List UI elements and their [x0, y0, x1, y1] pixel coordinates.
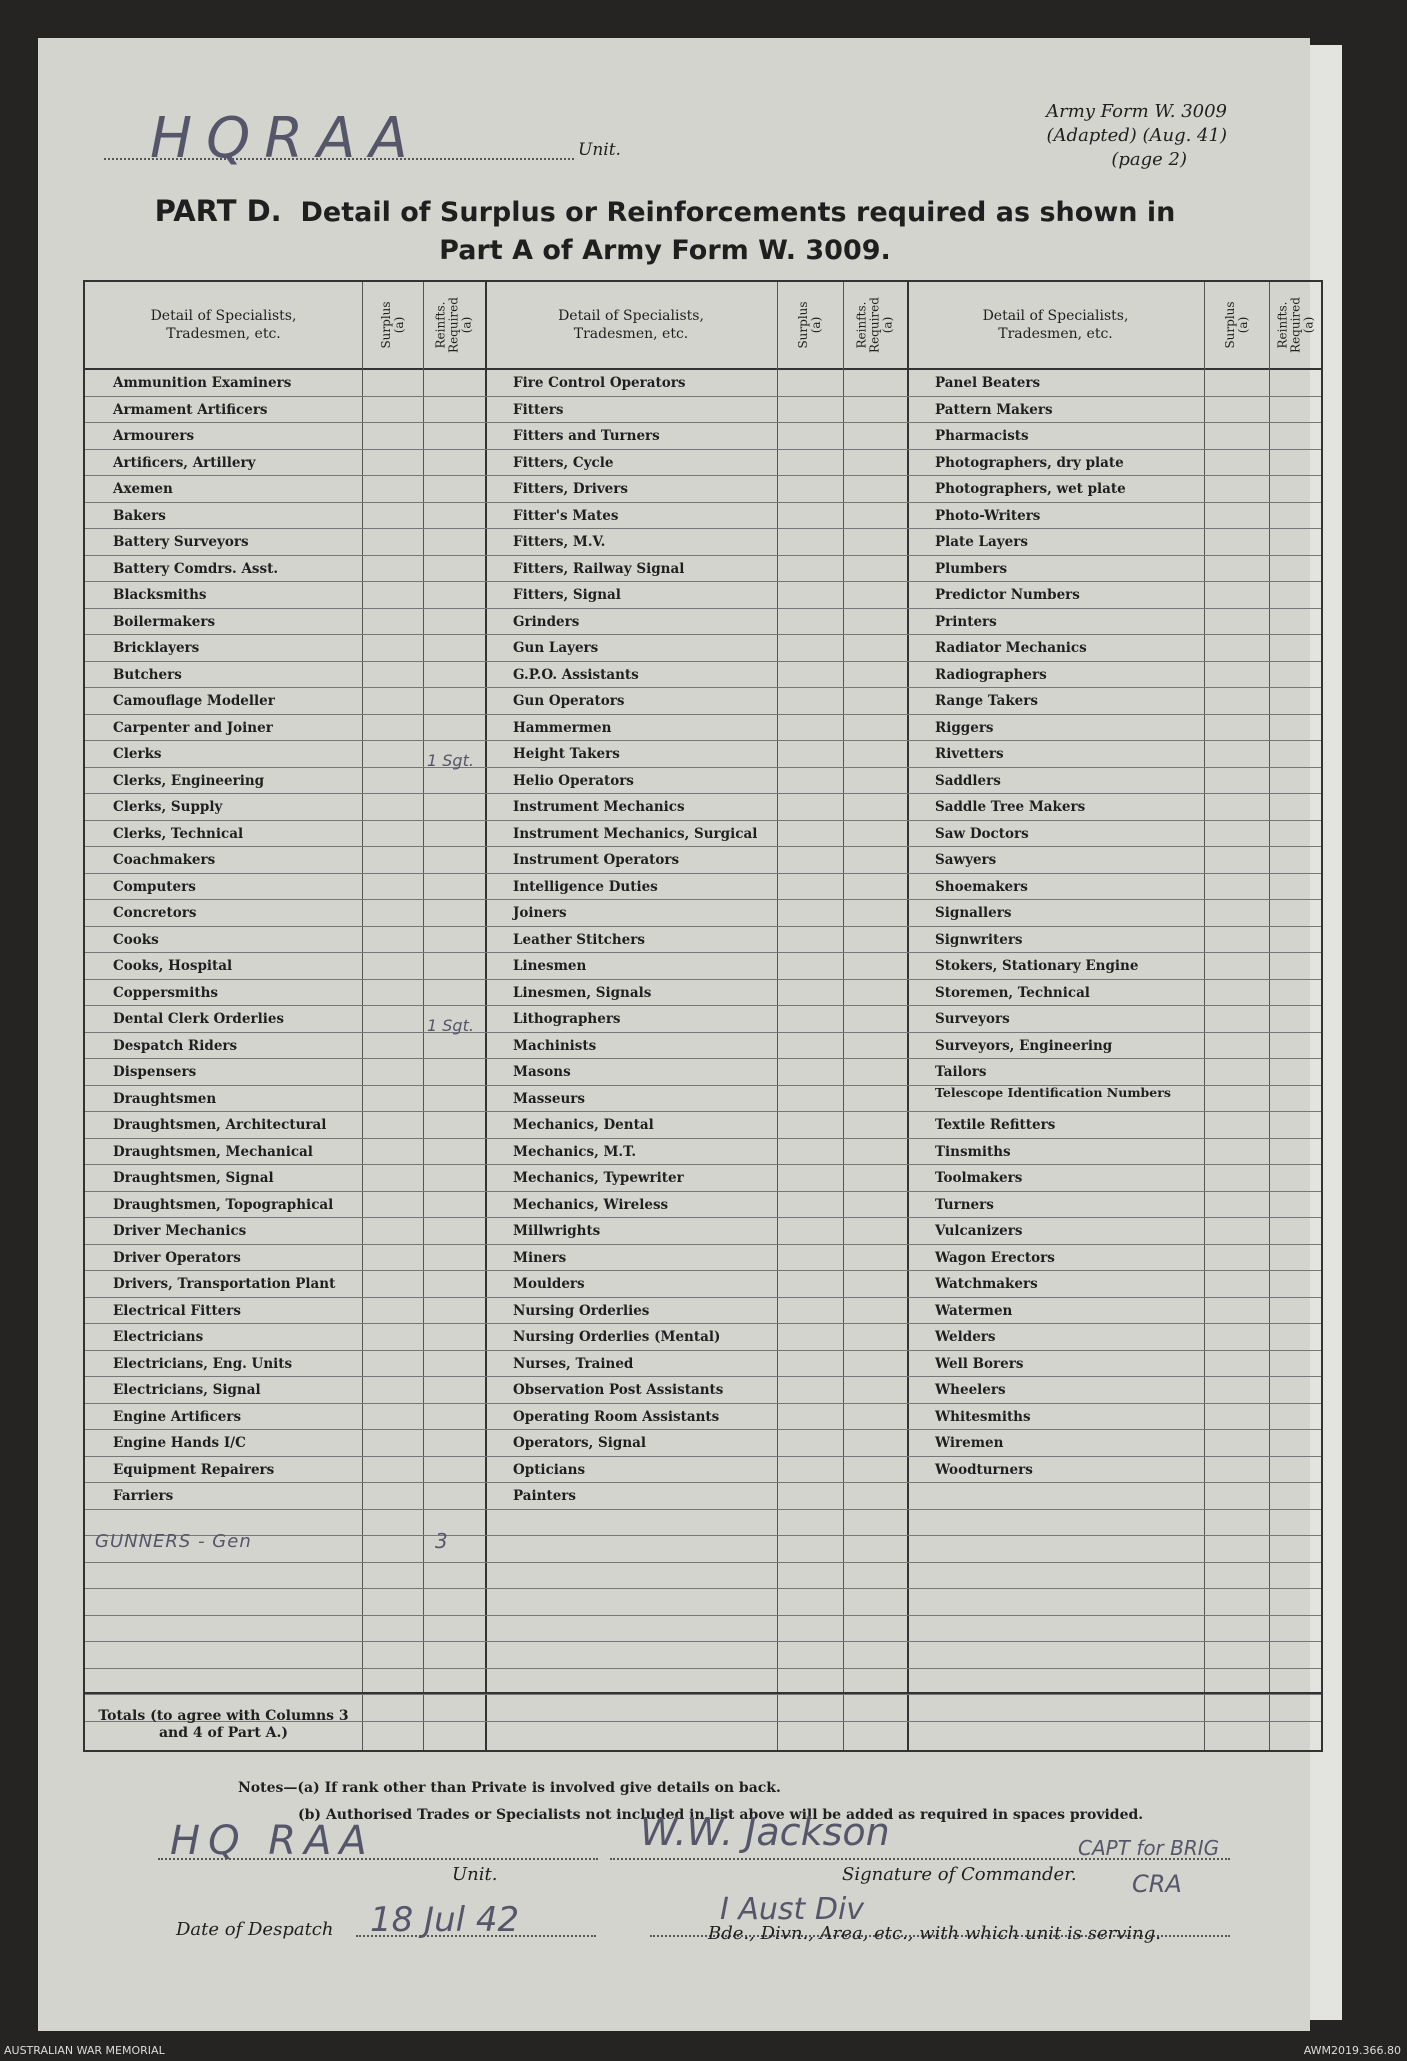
- specialist-label: Fitters, Drivers: [513, 481, 628, 497]
- specialist-label: Vulcanizers: [935, 1223, 1023, 1239]
- col2-reinfts-header: Reinfts. Required (a): [843, 282, 907, 370]
- specialist-label: Radiographers: [935, 666, 1047, 683]
- specialist-label: Driver Mechanics: [113, 1223, 247, 1239]
- specialist-label: Watermen: [935, 1302, 1013, 1319]
- col2-header: Detail of Specialists, Tradesmen, etc.: [485, 282, 777, 370]
- specialist-label: Axemen: [113, 481, 173, 497]
- signature-title-handwritten-2: CRA: [1132, 1870, 1182, 1898]
- specialist-label: Farriers: [113, 1488, 174, 1504]
- specialist-label: Fitter's Mates: [513, 507, 619, 524]
- title-line1: Detail of Surplus or Reinforcements required as shown in: [300, 197, 1176, 228]
- signature-label: Signature of Commander.: [842, 1864, 1077, 1885]
- specialist-label: Turners: [935, 1196, 994, 1213]
- formation-handwritten: I Aust Div: [720, 1892, 865, 1927]
- note-a: Notes—(a) If rank other than Private is involved give details on back.: [238, 1780, 781, 1796]
- specialist-label: Watchmakers: [935, 1276, 1038, 1292]
- specialist-label: Operating Room Assistants: [513, 1408, 720, 1425]
- specialist-label: Linesmen, Signals: [513, 984, 652, 1001]
- col1-surplus-header: Surplus (a): [362, 282, 423, 370]
- specialist-label: Drivers, Transportation Plant: [113, 1276, 336, 1292]
- specialist-label: Coppersmiths: [113, 984, 218, 1001]
- specialist-label: Wheelers: [935, 1382, 1006, 1398]
- specialist-label: Electrical Fitters: [113, 1302, 241, 1319]
- specialists-table: [83, 280, 1323, 1752]
- specialist-label: Photo-Writers: [935, 507, 1041, 524]
- table-row: [85, 1642, 1321, 1669]
- date-label: Date of Despatch: [176, 1919, 334, 1940]
- specialist-label: Boilermakers: [113, 613, 216, 630]
- col1-header: Detail of Specialists, Tradesmen, etc.: [85, 282, 362, 370]
- specialist-label: Masons: [513, 1064, 571, 1080]
- specialist-label: Nursing Orderlies (Mental): [513, 1329, 721, 1345]
- specialist-label: Wagon Erectors: [935, 1249, 1055, 1266]
- specialist-label: Fitters, M.V.: [513, 534, 606, 550]
- specialist-label: Instrument Mechanics: [513, 799, 685, 815]
- credit-left: AUSTRALIAN WAR MEMORIAL: [4, 2044, 165, 2057]
- specialist-label: Fire Control Operators: [513, 375, 686, 391]
- form-ref-line1: Army Form W. 3009: [1046, 101, 1227, 122]
- specialist-label: Nursing Orderlies: [513, 1302, 650, 1319]
- specialist-label: Telescope Identification Numbers: [935, 1085, 1171, 1100]
- specialist-label: Dispensers: [113, 1064, 197, 1080]
- specialist-label: Joiners: [513, 905, 567, 921]
- specialist-label: Wiremen: [935, 1435, 1004, 1451]
- specialist-label: Mechanics, Typewriter: [513, 1170, 684, 1186]
- col1-reinfts-header: Reinfts. Required (a): [423, 282, 485, 370]
- footer-unit-label: Unit.: [452, 1864, 498, 1885]
- specialist-label: Observation Post Assistants: [513, 1382, 724, 1398]
- date-line: [356, 1935, 596, 1937]
- specialist-label: Photographers, dry plate: [935, 454, 1124, 471]
- specialist-label: Bricklayers: [113, 640, 200, 656]
- formation-label: Bde., Divn., Area, etc., with which unit is serving.: [708, 1923, 1161, 1944]
- specialist-label: Mechanics, Wireless: [513, 1196, 669, 1213]
- specialist-label: Riggers: [935, 719, 994, 736]
- specialist-label: Driver Operators: [113, 1249, 241, 1266]
- specialist-label: Surveyors: [935, 1011, 1010, 1027]
- specialist-label: Despatch Riders: [113, 1037, 238, 1054]
- specialist-label: Woodturners: [935, 1461, 1033, 1478]
- specialist-label: Clerks, Supply: [113, 799, 223, 815]
- specialist-label: Electricians, Signal: [113, 1382, 261, 1398]
- specialist-label: Tinsmiths: [935, 1143, 1011, 1160]
- specialist-label: Camouflage Modeller: [113, 693, 275, 709]
- specialist-label: Plumbers: [935, 560, 1008, 577]
- specialist-label: Leather Stitchers: [513, 931, 645, 948]
- specialist-label: Battery Comdrs. Asst.: [113, 560, 279, 577]
- specialist-label: Moulders: [513, 1276, 585, 1292]
- specialist-label: Draughtsmen, Topographical: [113, 1196, 334, 1213]
- specialist-label: Draughtsmen, Architectural: [113, 1117, 327, 1133]
- specialist-label: Battery Surveyors: [113, 534, 249, 550]
- title-line2: Part A of Army Form W. 3009.: [439, 235, 891, 266]
- specialist-label: Shoemakers: [935, 878, 1028, 895]
- col3-header: Detail of Specialists, Tradesmen, etc.: [907, 282, 1204, 370]
- specialist-label: Signallers: [935, 905, 1012, 921]
- specialist-label: Instrument Operators: [513, 852, 680, 868]
- signature-handwritten: W.W. Jackson: [640, 1810, 890, 1854]
- specialist-label: Grinders: [513, 613, 580, 630]
- specialist-label: Clerks, Engineering: [113, 772, 265, 789]
- specialist-label: Concretors: [113, 905, 197, 921]
- footer-unit-handwritten: HQ RAA: [170, 1818, 375, 1864]
- specialist-label: Fitters, Railway Signal: [513, 560, 685, 577]
- credit-right: AWM2019.366.80: [1303, 2044, 1401, 2057]
- specialist-label: Gun Layers: [513, 640, 599, 656]
- specialist-label: Lithographers: [513, 1011, 621, 1027]
- signature-title-handwritten: CAPT for BRIG: [1078, 1836, 1220, 1860]
- specialist-label: Fitters: [513, 401, 564, 418]
- specialist-label: Signwriters: [935, 931, 1023, 948]
- footer-unit-line: [158, 1858, 598, 1860]
- specialist-label: Saddlers: [935, 772, 1001, 789]
- specialist-label: Computers: [113, 878, 196, 895]
- specialist-label: Predictor Numbers: [935, 587, 1080, 603]
- col2-surplus-header: Surplus (a): [777, 282, 843, 370]
- specialist-label: Armourers: [113, 428, 195, 444]
- specialist-label: Plate Layers: [935, 534, 1028, 550]
- specialist-label: Sawyers: [935, 852, 997, 868]
- specialist-label: Armament Artificers: [113, 401, 268, 418]
- table-row: [85, 1589, 1321, 1616]
- specialist-label: Photographers, wet plate: [935, 481, 1126, 497]
- unit-handwritten: HQRAA: [150, 106, 422, 171]
- specialist-label: Whitesmiths: [935, 1408, 1031, 1425]
- totals-row: [85, 1692, 1321, 1754]
- specialist-label: Blacksmiths: [113, 587, 207, 603]
- specialist-label: Coachmakers: [113, 852, 216, 868]
- specialist-label: Well Borers: [935, 1355, 1024, 1372]
- specialist-label: Welders: [935, 1329, 996, 1345]
- specialist-label: Panel Beaters: [935, 375, 1041, 391]
- specialist-label: Painters: [513, 1488, 577, 1504]
- specialist-label: Clerks, Technical: [113, 825, 244, 842]
- col3-reinfts-header: Reinfts. Required (a): [1269, 282, 1323, 370]
- specialist-label: Engine Artificers: [113, 1408, 242, 1425]
- specialist-label: Fitters, Cycle: [513, 454, 614, 471]
- specialist-label: Tailors: [935, 1064, 987, 1080]
- specialist-label: Textile Refitters: [935, 1117, 1056, 1133]
- specialist-label: Printers: [935, 613, 997, 630]
- specialist-label: Fitters, Signal: [513, 587, 621, 603]
- table-row: [85, 1510, 1321, 1537]
- specialist-label: Gun Operators: [513, 693, 625, 709]
- specialist-label: Hammermen: [513, 719, 612, 736]
- specialist-label: Machinists: [513, 1037, 597, 1054]
- specialist-label: Engine Hands I/C: [113, 1435, 246, 1451]
- form-ref-line2: (Adapted) (Aug. 41): [1046, 125, 1227, 146]
- table-row: [85, 1616, 1321, 1643]
- specialist-label: Artificers, Artillery: [113, 454, 256, 471]
- specialist-label: Surveyors, Engineering: [935, 1037, 1113, 1054]
- unit-label: Unit.: [578, 140, 621, 160]
- specialist-label: Electricians: [113, 1329, 204, 1345]
- specialist-label: Operators, Signal: [513, 1435, 647, 1451]
- form-reference: [1046, 100, 1227, 172]
- specialist-label: Storemen, Technical: [935, 984, 1090, 1001]
- specialist-label: Fitters and Turners: [513, 428, 660, 444]
- extra-entry-reinfts-handwritten: 3: [435, 1529, 448, 1553]
- specialist-label: Mechanics, M.T.: [513, 1143, 637, 1160]
- specialist-label: Dental Clerk Orderlies: [113, 1011, 285, 1027]
- specialist-label: Cooks, Hospital: [113, 958, 233, 974]
- specialist-label: Intelligence Duties: [513, 878, 658, 895]
- specialist-label: Electricians, Eng. Units: [113, 1355, 293, 1372]
- col3-surplus-header: Surplus (a): [1204, 282, 1269, 370]
- specialist-label: Toolmakers: [935, 1170, 1023, 1186]
- table-row: [85, 1563, 1321, 1590]
- specialist-label: Instrument Mechanics, Surgical: [513, 825, 758, 842]
- form-ref-line3: (page 2): [1111, 149, 1187, 170]
- specialist-label: Equipment Repairers: [113, 1461, 275, 1478]
- specialist-label: Bakers: [113, 507, 166, 524]
- totals-label: Totals (to agree with Columns 3 and 4 of Part A.): [98, 1708, 349, 1741]
- specialist-label: Stokers, Stationary Engine: [935, 958, 1139, 974]
- specialist-label: Opticians: [513, 1461, 586, 1478]
- specialist-label: Radiator Mechanics: [935, 640, 1087, 656]
- form-title: [80, 192, 1250, 270]
- specialist-label: Nurses, Trained: [513, 1355, 634, 1372]
- date-handwritten: 18 Jul 42: [370, 1900, 520, 1940]
- specialist-label: Saw Doctors: [935, 825, 1029, 842]
- specialist-label: Pharmacists: [935, 428, 1029, 444]
- specialist-label: Draughtsmen, Signal: [113, 1170, 274, 1186]
- specialist-label: Butchers: [113, 666, 182, 683]
- specialist-label: Helio Operators: [513, 772, 634, 789]
- specialist-label: Range Takers: [935, 693, 1038, 709]
- specialist-label: Height Takers: [513, 746, 620, 762]
- specialist-label: Mechanics, Dental: [513, 1117, 654, 1133]
- specialist-label: Ammunition Examiners: [113, 375, 292, 391]
- extra-entry-handwritten: GUNNERS - Gen: [95, 1531, 252, 1552]
- specialist-label: Clerks: [113, 746, 162, 762]
- specialist-label: Draughtsmen, Mechanical: [113, 1143, 313, 1160]
- draughtsmen-reinfts-handwritten: 1 Sgt.: [427, 1016, 474, 1035]
- clerks-reinfts-handwritten: 1 Sgt.: [427, 751, 474, 770]
- specialist-label: Pattern Makers: [935, 401, 1053, 418]
- specialist-label: Saddle Tree Makers: [935, 799, 1086, 815]
- specialist-label: Cooks: [113, 931, 159, 948]
- signature-line: [610, 1858, 1230, 1860]
- title-part: PART D.: [154, 194, 282, 228]
- note-b: (b) Authorised Trades or Specialists not included in list above will be added as required in spaces provided.: [298, 1807, 1144, 1823]
- specialist-label: Rivetters: [935, 746, 1004, 762]
- specialist-label: Masseurs: [513, 1090, 586, 1107]
- specialist-label: Carpenter and Joiner: [113, 719, 273, 736]
- specialist-label: Miners: [513, 1249, 567, 1266]
- specialist-label: Millwrights: [513, 1223, 601, 1239]
- specialist-label: G.P.O. Assistants: [513, 666, 639, 683]
- specialist-label: Draughtsmen: [113, 1090, 217, 1107]
- table-row: [85, 1536, 1321, 1563]
- specialist-label: Linesmen: [513, 958, 587, 974]
